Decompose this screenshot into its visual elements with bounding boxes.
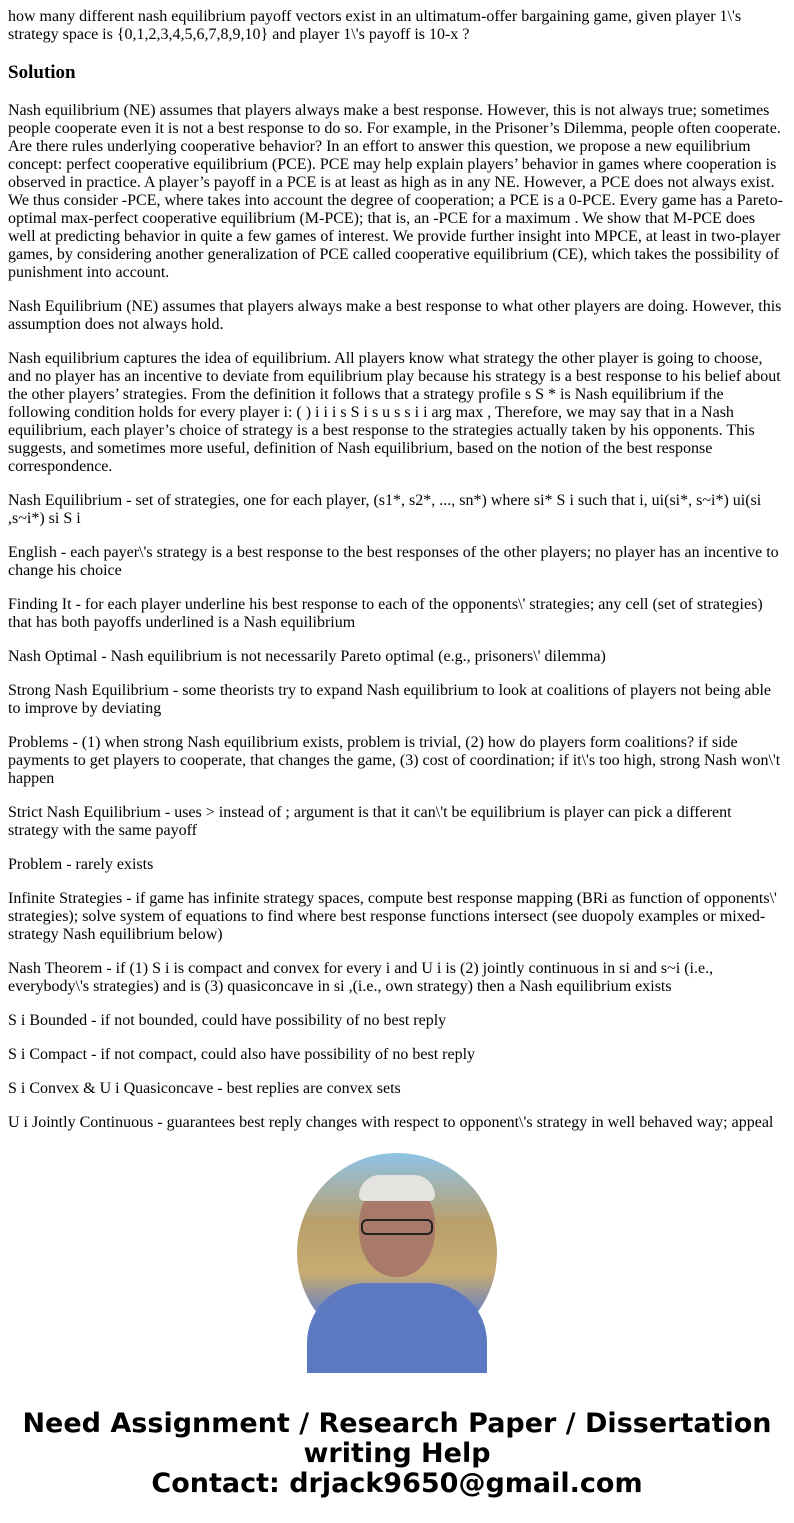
contact-banner — [0, 1409, 794, 1499]
paragraph: Nash Optimal - Nash equilibrium is not necessarily Pareto optimal (e.g., prisoners\' dilemma) — [8, 648, 606, 665]
paragraph: Nash equilibrium (NE) assumes that players always make a best response. However, this is not always true; sometimes people cooperate even it is not a best response to do so. For example, in the Prisoner’s Dilemma, people often cooperate. Are there rules underlying cooperative behavior? In an effort to answer this question, we propose a new equilibrium concept: perfect cooperative equilibrium (PCE). PCE may help explain players’ behavior in games where cooperation is observed in practice. A player’s payoff in a PCE is at least as high as in any NE. However, a PCE does not always exist. We thus consider -PCE, where takes into account the degree of cooperation; a PCE is a 0-PCE. Every game has a Pareto-optimal max-perfect cooperative equilibrium (M-PCE); that is, an -PCE for a maximum . We show that M-PCE does well at predicting behavior in quite a few games of interest. We provide further insight into MPCE, at least in two-player games, by considering another generalization of PCE called cooperative equilibrium (CE), which takes the possibility of punishment into account. — [8, 102, 783, 281]
paragraph: Finding It - for each player underline his best response to each of the opponents\' strategies; any cell (set of strategies) that has both payoffs underlined is a Nash equilibrium — [8, 596, 763, 631]
photo-hair — [359, 1175, 435, 1201]
paragraph: U i Jointly Continuous - guarantees best reply changes with respect to opponent\'s strategy in well behaved way; appeal — [8, 1114, 774, 1131]
paragraph: English - each payer\'s strategy is a best response to the best responses of the other players; no player has an incentive to change his choice — [8, 544, 779, 579]
paragraph: Problems - (1) when strong Nash equilibrium exists, problem is trivial, (2) how do players form coalitions? if side payments to get players to cooperate, that changes the game, (3) cost of coordination; if it\'s too high, strong Nash won\'t happen — [8, 734, 781, 787]
author-photo — [297, 1153, 497, 1353]
paragraph: S i Compact - if not compact, could also have possibility of no best reply — [8, 1046, 476, 1063]
promo-text: Need Assignment / Research Paper / Dissertation writing Help — [22, 1408, 772, 1469]
contact-email: Contact: drjack9650@gmail.com — [151, 1468, 643, 1499]
paragraph: Nash Equilibrium - set of strategies, one for each player, (s1*, s2*, ..., sn*) where si* S i such that i, ui(si*, s~i*) ui(si ,s~i*) si S i — [8, 492, 762, 527]
photo-shirt — [307, 1283, 487, 1373]
paragraph: Infinite Strategies - if game has infinite strategy spaces, compute best response mapping (BRi as function of opponents\' strategies); solve system of equations to find where best response functions intersect (see duopoly examples or mixed-strategy Nash equilibrium below) — [8, 890, 777, 943]
paragraph: Nash Equilibrium (NE) assumes that players always make a best response to what other players are doing. However, this assumption does not always hold. — [8, 298, 782, 333]
author-photo-container — [0, 1153, 794, 1358]
paragraph: Problem - rarely exists — [8, 856, 154, 873]
paragraph: Nash equilibrium captures the idea of equilibrium. All players know what strategy the other player is going to choose, and no player has an incentive to deviate from equilibrium play because his strategy is a best response to his belief about the other players’ strategies. From the definition it follows that a strategy profile s S * is Nash equilibrium if the following condition holds for every player i: ( ) i i i s S i s u s s i i arg max , Therefore, we may say that in a Nash equilibrium, each player’s choice of strategy is a best response to the strategies actually taken by his opponents. This suggests, and sometimes more useful, definition of Nash equilibrium, based on the notion of the best response correspondence. — [8, 350, 781, 475]
paragraph: S i Convex & U i Quasiconcave - best replies are convex sets — [8, 1080, 401, 1097]
solution-heading: Solution — [8, 62, 76, 83]
photo-glasses — [361, 1219, 433, 1235]
paragraph: S i Bounded - if not bounded, could have possibility of no best reply — [8, 1012, 447, 1029]
paragraph: Strong Nash Equilibrium - some theorists try to expand Nash equilibrium to look at coalitions of players not being able to improve by deviating — [8, 682, 771, 717]
paragraph: Strict Nash Equilibrium - uses > instead of ; argument is that it can\'t be equilibrium is player can pick a different strategy with the same payoff — [8, 804, 732, 839]
paragraph: Nash Theorem - if (1) S i is compact and convex for every i and U i is (2) jointly continuous in si and s~i (i.e., everybody\'s strategies) and is (3) quasiconcave in si ,(i.e., own strategy) then a Nash equilibrium exists — [8, 960, 714, 995]
question-text: how many different nash equilibrium payoff vectors exist in an ultimatum-offer bargaining game, given player 1\'s strategy space is {0,1,2,3,4,5,6,7,8,9,10} and player 1\'s payoff is 10-x ? — [8, 8, 742, 43]
